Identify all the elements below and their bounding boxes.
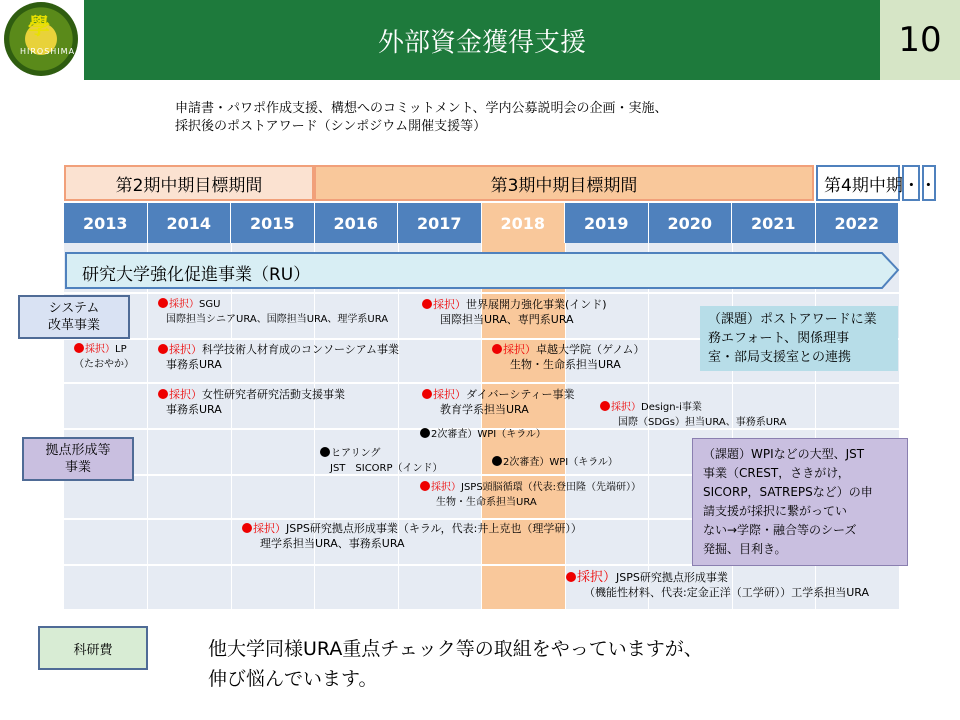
item-jsps-func: 採択）JSPS研究拠点形成事業 （機能性材料、代表:定金正洋（工学研））工学系担当URA [566,570,869,600]
item-lp: 採択）LP （たおやか） [74,344,134,370]
item-kagaku: 採択）科学技術人材育成のコンソーシアム事業 事務系URA [158,342,399,372]
item-sekai: 採択）世界展開力強化事業(インド) 国際担当URA、専門系URA [422,297,607,327]
year-2016: 2016 [315,203,399,243]
item-design-i: 採択）Design-i事業 国際（SDGs）担当URA、事務系URA [600,400,786,430]
phase-4: 第4期中期・・ [816,165,900,201]
grid-hline [64,382,899,384]
red-dot-icon [422,389,432,399]
logo-kanji: 學 [28,15,51,40]
item-josei: 採択）女性研究者研究活動支援事業 事務系URA [158,387,345,417]
row-label-kyoten-line2: 事業 [64,460,91,475]
note-large-grants: （課題）WPIなどの大型、JST 事業（CREST，さきがけ， SICORP，SATREPSなど）の申 請支援が採択に繋がってい ない→学際・融合等のシーズ 発掘、目利き。 [692,438,908,566]
intro-line-2: 採択後のポストアワード（シンポジウム開催支援等） [175,119,487,134]
year-2017: 2017 [398,203,482,243]
red-dot-icon [74,343,84,353]
intro-text [175,100,775,136]
black-dot-icon [420,428,430,438]
year-2015: 2015 [231,203,315,243]
year-2020: 2020 [649,203,733,243]
row-label-system-line1: システム [48,301,100,316]
year-2022: 2022 [816,203,900,243]
red-dot-icon [492,344,502,354]
phase-4-box-2 [902,165,920,201]
logo-text: HIROSHIMA [20,47,76,56]
row-label-kaken: 科研費 [38,626,148,670]
red-dot-icon [158,298,168,308]
red-dot-icon [158,389,168,399]
item-sgu: 採択）SGU 国際担当シニアURA、国際担当URA、理学系URA [158,297,388,327]
phase-4-box-3 [922,165,936,201]
red-dot-icon [420,481,430,491]
black-dot-icon [492,456,502,466]
grid-vline [147,243,148,609]
university-logo [0,0,84,80]
row-label-system-line2: 改革事業 [47,318,100,333]
year-2019: 2019 [565,203,649,243]
red-dot-icon [158,344,168,354]
note-post-award: （課題）ポストアワードに業 務エフォート、関係理事 室・部局支援室との連携 [700,306,898,371]
item-jsps-brain: 採択）JSPS頭脳循環（代表:登田隆（先端研）） 生物・生命系担当URA [420,480,641,510]
grid-hline [64,292,899,294]
bottom-message: 他大学同様URA重点チェック等の取組をやっていますが、 伸び悩んでいます。 [208,638,703,690]
row-label-system [18,295,130,339]
item-wpi-1: 2次審査）WPI（キラル） [420,427,546,442]
grid-vline [398,243,399,609]
item-hearing: ヒアリング JST SICORP（インド） [320,446,443,476]
item-takuetsu: 採択）卓越大学院（ゲノム） 生物・生命系担当URA [492,342,644,372]
year-2014: 2014 [148,203,232,243]
ru-arrow-label: 研究大学強化促進事業（RU） [82,265,311,285]
red-dot-icon [566,572,576,582]
year-2021: 2021 [732,203,816,243]
red-dot-icon [600,401,610,411]
item-jsps-chiral: 採択）JSPS研究拠点形成事業（キラル，代表:井上克也（理学研）） 理学系担当URA、事務系URA [242,521,582,551]
intro-line-1: 申請書・パワポ作成支援、構想へのコミットメント、学内公募説明会の企画・実施、 [175,101,668,116]
red-dot-icon [422,299,432,309]
year-header [64,203,899,243]
row-label-kyoten-line1: 拠点形成等 [45,443,111,458]
item-wpi-2: 2次審査）WPI（キラル） [492,455,618,470]
slide-title: 外部資金獲得支援 [84,0,880,80]
item-diversity: 採択）ダイバーシティー事業 教育学系担当URA [422,387,574,417]
page-number: 10 [880,0,960,80]
phase-3: 第3期中期目標期間 [314,165,814,201]
year-2013: 2013 [64,203,148,243]
year-2018: 2018 [482,203,566,243]
row-label-kyoten [22,437,134,481]
phase-2: 第2期中期目標期間 [64,165,314,201]
black-dot-icon [320,447,330,457]
red-dot-icon [242,523,252,533]
